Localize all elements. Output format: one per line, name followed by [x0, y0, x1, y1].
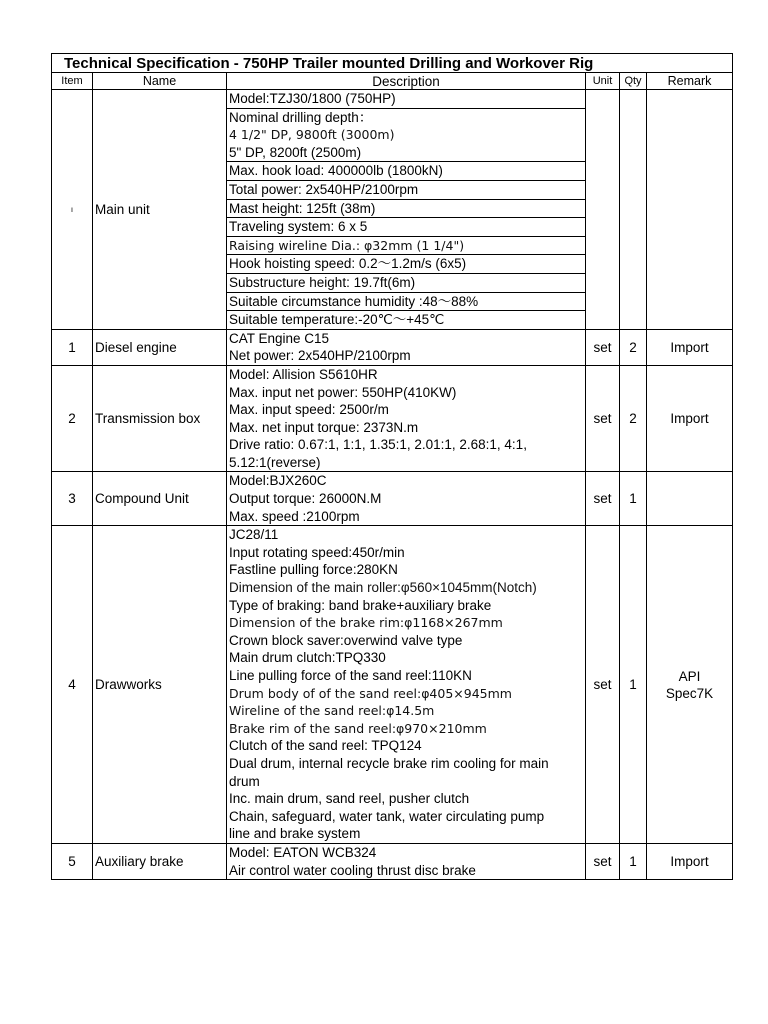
description-line: Drive ratio: 0.67:1, 1:1, 1.35:1, 2.01:1, 2.68:1, 4:1,	[229, 437, 527, 453]
name-cell: Drawworks	[93, 526, 227, 844]
item-cell: 5	[52, 843, 93, 879]
remark-cell	[647, 90, 733, 330]
table-row	[52, 472, 733, 526]
name-cell: Compound Unit	[93, 472, 227, 526]
header-row	[52, 73, 733, 90]
description-line: Dimension of the brake rim:φ1168×267mm	[229, 615, 503, 631]
description-line: Traveling system: 6 x 5	[227, 218, 585, 237]
remark-cell	[647, 526, 733, 844]
description-line: 5.12:1(reverse)	[229, 454, 321, 470]
remark-cell: Import	[647, 365, 733, 472]
description-cell	[227, 526, 586, 844]
description-line: Main drum clutch:TPQ330	[229, 650, 386, 666]
item-cell: 1	[52, 329, 93, 365]
description-line: Dimension of the main roller:φ560×1045mm(Notch)	[229, 580, 537, 596]
name-cell: Transmission box	[93, 365, 227, 472]
table-row	[52, 90, 733, 330]
description-line: Fastline pulling force:280KN	[229, 562, 398, 578]
description-cell	[227, 843, 586, 879]
description-line: 4 1/2" DP, 9800ft (3000m)	[229, 127, 395, 143]
description-line: drum	[229, 773, 260, 789]
description-line: Chain, safeguard, water tank, water circulating pump	[229, 808, 545, 824]
document-title: Technical Specification - 750HP Trailer mounted Drilling and Workover Rig	[52, 54, 733, 73]
description-line: Drum body of of the sand reel:φ405×945mm	[229, 685, 512, 701]
header-name: Name	[93, 73, 227, 90]
remark-cell: Import	[647, 329, 733, 365]
item-cell: 3	[52, 472, 93, 526]
qty-cell: 2	[620, 365, 647, 472]
description-line: Type of braking: band brake+auxiliary brake	[229, 597, 492, 613]
qty-cell: 1	[620, 526, 647, 844]
description-line: Output torque: 26000N.M	[229, 491, 382, 507]
unit-cell	[586, 90, 620, 330]
table-row	[52, 365, 733, 472]
description-cell	[227, 329, 586, 365]
description-line: 5" DP, 8200ft (2500m)	[227, 144, 585, 163]
description-line: line and brake system	[229, 826, 361, 842]
table-row	[52, 526, 733, 844]
table-row	[52, 329, 733, 365]
description-line: Suitable temperature:-20℃～+45℃	[229, 312, 445, 328]
remark-cell: Import	[647, 843, 733, 879]
description-line: Model:BJX260C	[229, 473, 327, 489]
spec-table	[51, 53, 733, 880]
item-cell: 4	[52, 526, 93, 844]
description-line: Model:TZJ30/1800 (750HP)	[227, 90, 585, 109]
description-line: Max. speed :2100rpm	[229, 508, 360, 524]
description-line: Input rotating speed:450r/min	[229, 544, 405, 560]
remark-line: API	[678, 668, 701, 684]
description-line: Line pulling force of the sand reel:110KN	[229, 668, 472, 683]
description-line: Model: Allision S5610HR	[229, 366, 378, 382]
item-cell: 2	[52, 365, 93, 472]
unit-cell: set	[586, 843, 620, 879]
unit-cell: set	[586, 365, 620, 472]
description-line: Total power: 2x540HP/2100rpm	[227, 181, 585, 200]
description-line: Substructure height: 19.7ft(6m)	[227, 274, 585, 293]
description-line: JC28/11	[229, 527, 279, 543]
name-cell: Auxiliary brake	[93, 843, 227, 879]
description-cell	[227, 365, 586, 472]
header-qty: Qty	[620, 73, 647, 90]
qty-cell: 1	[620, 472, 647, 526]
description-line: Brake rim of the sand reel:φ970×210mm	[229, 720, 487, 736]
remark-cell	[647, 472, 733, 526]
description-line: Max. input net power: 550HP(410KW)	[229, 384, 457, 400]
description-line: Max. net input torque: 2373N.m	[229, 419, 419, 435]
description-line: Hook hoisting speed: 0.2～1.2m/s (6x5)	[227, 255, 585, 274]
unit-cell: set	[586, 329, 620, 365]
name-cell: Diesel engine	[93, 329, 227, 365]
qty-cell: 1	[620, 843, 647, 879]
description-cell	[227, 90, 586, 330]
item-cell: ı	[52, 90, 93, 330]
description-line: Air control water cooling thrust disc brake	[229, 862, 476, 878]
description-line: Model: EATON WCB324	[229, 844, 377, 860]
description-line: Max. input speed: 2500r/m	[229, 402, 389, 418]
qty-cell: 2	[620, 329, 647, 365]
spec-sheet	[51, 53, 732, 880]
name-cell: Main unit	[93, 90, 227, 330]
description-line: Dual drum, internal recycle brake rim cooling for main	[229, 755, 549, 771]
description-line: Net power: 2x540HP/2100rpm	[229, 348, 411, 364]
description-cell	[227, 472, 586, 526]
description-line: CAT Engine C15	[229, 330, 330, 346]
header-unit: Unit	[586, 73, 620, 90]
description-line: Clutch of the sand reel: TPQ124	[229, 738, 422, 754]
description-line: Mast height: 125ft (38m)	[227, 200, 585, 219]
remark-line: Spec7K	[665, 685, 714, 701]
description-line: Raising wireline Dia.: φ32mm (1 1/4")	[227, 237, 585, 256]
description-line: Crown block saver:overwind valve type	[229, 632, 463, 648]
description-line: Inc. main drum, sand reel, pusher clutch	[229, 791, 470, 807]
header-item: Item	[52, 73, 93, 90]
table-row	[52, 843, 733, 879]
description-line: Wireline of the sand reel:φ14.5m	[229, 703, 435, 719]
qty-cell	[620, 90, 647, 330]
unit-cell: set	[586, 526, 620, 844]
header-description: Description	[227, 73, 586, 90]
description-line: Nominal drilling depth：	[229, 109, 373, 125]
unit-cell: set	[586, 472, 620, 526]
description-line: Suitable circumstance humidity :48～88%	[227, 293, 585, 312]
description-line: Max. hook load: 400000lb (1800kN)	[227, 162, 585, 181]
header-remark: Remark	[647, 73, 733, 90]
